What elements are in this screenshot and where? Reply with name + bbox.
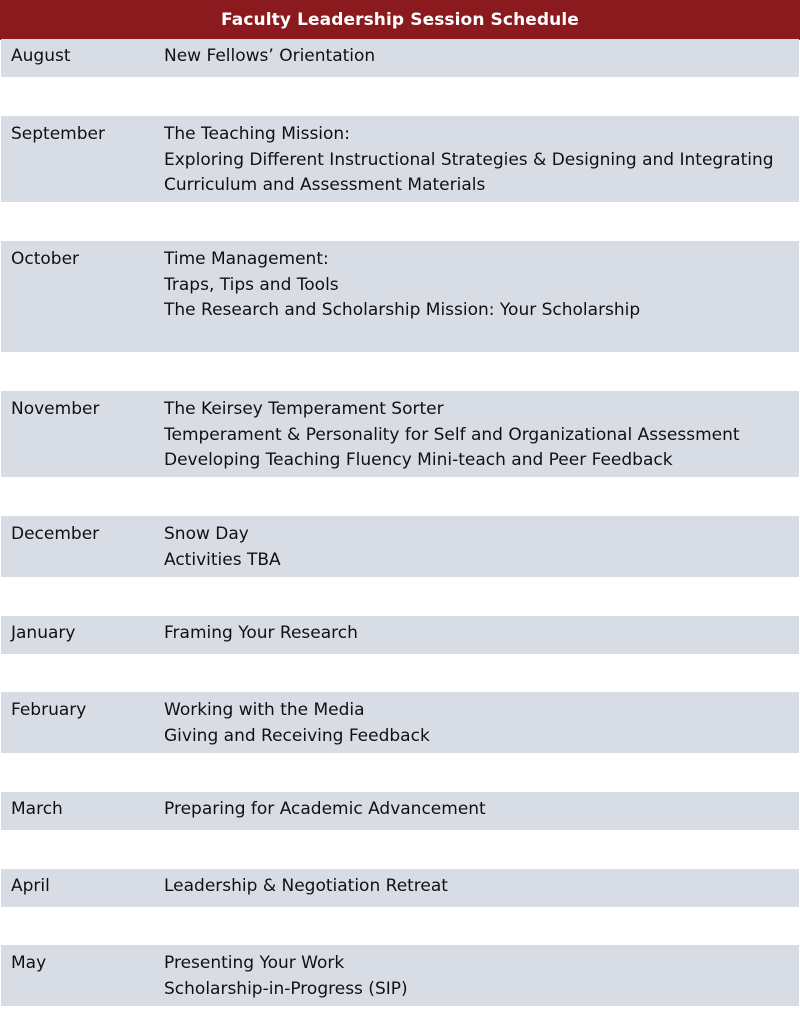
session-row-august <box>1 39 799 77</box>
session-row-march <box>1 792 799 830</box>
month-label: October <box>11 249 80 269</box>
month-label: September <box>11 124 105 144</box>
topic-line: Presenting Your Work <box>164 953 345 973</box>
session-topics <box>164 122 794 199</box>
session-topics <box>164 522 794 573</box>
schedule-header <box>0 0 800 40</box>
month-label: April <box>11 876 50 896</box>
topic-line: Framing Your Research <box>164 623 358 643</box>
month-label: November <box>11 399 100 419</box>
topic-line: Exploring Different Instructional Strategies & Designing and Integrating <box>164 149 774 170</box>
topic-line: Snow Day <box>164 524 249 544</box>
session-topics <box>164 874 794 900</box>
month-label: January <box>11 623 76 643</box>
topic-line: The Research and Scholarship Mission: Your Scholarship <box>164 300 641 320</box>
session-topics <box>164 621 794 647</box>
topic-line: Leadership & Negotiation Retreat <box>164 876 448 896</box>
topic-line: New Fellows’ Orientation <box>164 46 376 66</box>
session-row-october <box>1 241 799 352</box>
month-label: May <box>11 953 47 973</box>
topic-line: Scholarship-in-Progress (SIP) <box>164 978 408 999</box>
month-label: December <box>11 524 100 544</box>
session-row-april <box>1 869 799 907</box>
topic-line: Temperament & Personality for Self and Organizational Assessment <box>164 424 740 445</box>
topic-line: Giving and Receiving Feedback <box>164 725 430 746</box>
topic-line: Working with the Media <box>164 700 365 720</box>
session-row-january <box>1 616 799 654</box>
session-row-november <box>1 391 799 477</box>
session-row-december <box>1 516 799 577</box>
session-topics <box>164 44 794 70</box>
topic-line: Preparing for Academic Advancement <box>164 799 486 819</box>
session-row-september <box>1 116 799 202</box>
session-topics <box>164 951 794 1002</box>
session-row-may <box>1 945 799 1006</box>
topic-line: Activities TBA <box>164 549 281 570</box>
month-label: February <box>11 700 87 720</box>
topic-line: Time Management: <box>164 249 329 269</box>
topic-line: The Keirsey Temperament Sorter <box>164 399 444 419</box>
topic-line: Curriculum and Assessment Materials <box>164 175 486 195</box>
session-row-february <box>1 692 799 753</box>
topic-line: Traps, Tips and Tools <box>164 274 339 295</box>
session-topics <box>164 247 794 324</box>
session-topics <box>164 797 794 823</box>
schedule-title: Faculty Leadership Session Schedule <box>221 10 579 30</box>
topic-line: The Teaching Mission: <box>164 124 350 144</box>
month-label: March <box>11 799 63 819</box>
month-label: August <box>11 46 71 66</box>
topic-line: Developing Teaching Fluency Mini-teach and Peer Feedback <box>164 450 673 470</box>
session-topics <box>164 397 794 474</box>
session-topics <box>164 698 794 749</box>
